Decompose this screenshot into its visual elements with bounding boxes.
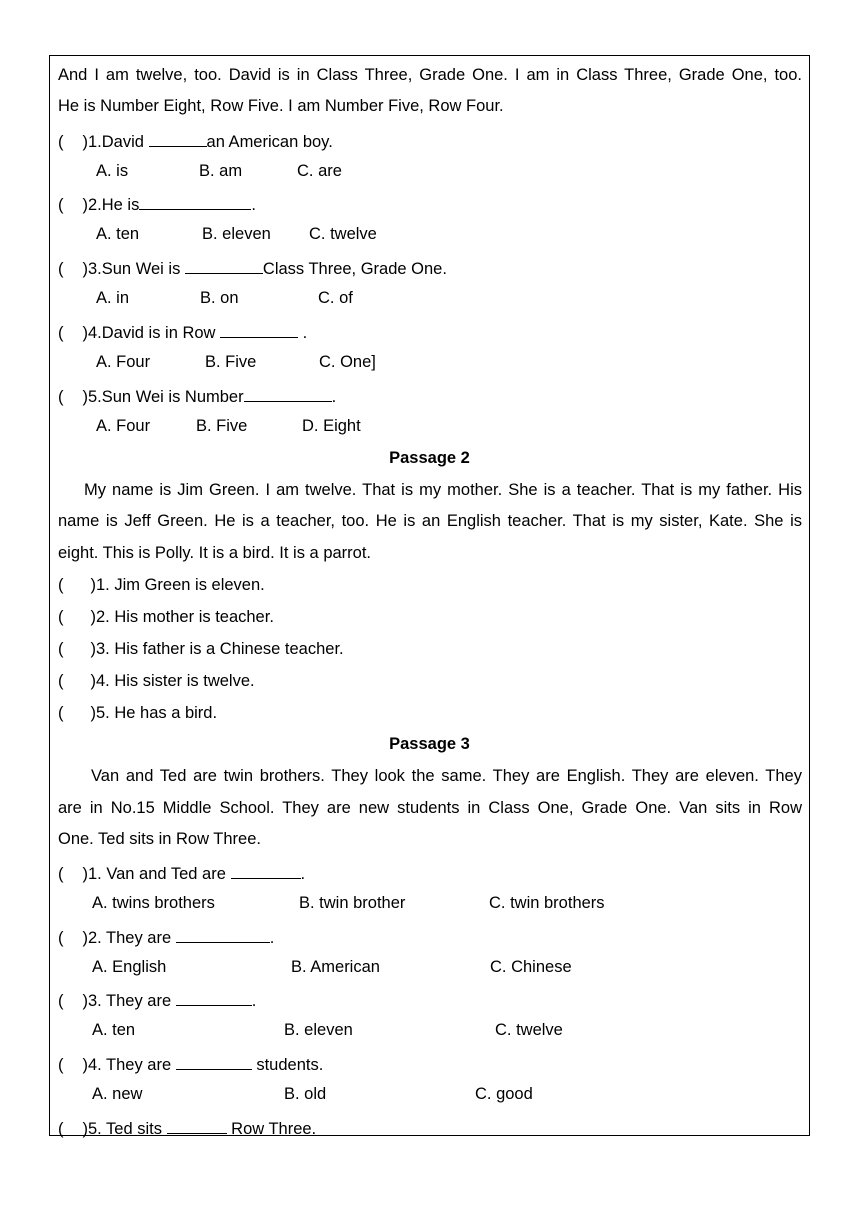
p3-question-2 [58, 925, 274, 948]
answer-paren: ( [58, 388, 64, 406]
answer-paren: ( [58, 929, 64, 947]
option: A. is [96, 162, 129, 180]
answer-blank[interactable] [185, 256, 263, 274]
option: B. am [199, 162, 243, 180]
answer-paren: ( [58, 133, 64, 151]
p3-question-5 [58, 1116, 316, 1139]
question-text: . [251, 992, 257, 1010]
passage3-text-line: are in No.15 Middle School. They are new students in Class One, Grade One. Van sits in Row [58, 799, 802, 817]
answer-blank[interactable] [231, 861, 301, 879]
passage3-title: Passage 3 [389, 735, 470, 753]
answer-paren: ( [58, 992, 64, 1010]
answer-paren: ( [58, 1056, 64, 1074]
question-text: . [269, 929, 275, 947]
passage2-title: Passage 2 [389, 449, 470, 467]
passage1-text-line: And I am twelve, too. David is in Class Three, Grade One. I am in Class Three, Grade One, too. [58, 66, 802, 84]
option: C. of [318, 289, 353, 307]
p1-question-4 [58, 320, 307, 343]
p1-question-3 [58, 256, 447, 279]
option: C. Chinese [490, 958, 572, 976]
answer-blank[interactable] [176, 925, 270, 943]
p2-statement-1 [58, 575, 265, 595]
option: C. twelve [309, 225, 377, 243]
option: C. are [297, 162, 342, 180]
option: A. new [92, 1085, 143, 1103]
option: A. ten [92, 1021, 136, 1039]
option: C. One] [319, 353, 376, 371]
option: A. in [96, 289, 130, 307]
question-text: )5. Ted sits [82, 1120, 167, 1138]
question-text: )3.Sun Wei is [82, 260, 185, 278]
option: D. Eight [302, 417, 361, 435]
p1-question-2 [58, 192, 256, 215]
question-text: )5.Sun Wei is Number [82, 388, 244, 406]
passage2-text-line: My name is Jim Green. I am twelve. That is my mother. She is a teacher. That is my father. His [84, 481, 802, 499]
statement-text: )1. Jim Green is eleven. [90, 576, 265, 594]
option: A. Four [96, 353, 151, 371]
p2-statement-5 [58, 703, 217, 723]
option: A. Four [96, 417, 151, 435]
answer-blank[interactable] [149, 129, 207, 147]
question-text: )4. They are [82, 1056, 176, 1074]
question-text: )2.He is [82, 196, 140, 214]
option: B. Five [196, 417, 248, 435]
answer-blank[interactable] [176, 1052, 252, 1070]
p1-question-5 [58, 384, 336, 407]
option: B. on [200, 289, 239, 307]
option: C. twin brothers [489, 894, 605, 912]
question-text: . [300, 865, 306, 883]
passage2-text-line: eight. This is Polly. It is a bird. It is a parrot. [58, 544, 372, 562]
question-text: )1. Van and Ted are [82, 865, 231, 883]
answer-blank[interactable] [139, 192, 251, 210]
answer-blank[interactable] [176, 988, 252, 1006]
passage1-text-line: He is Number Eight, Row Five. I am Number Five, Row Four. [58, 97, 504, 115]
option: B. old [284, 1085, 327, 1103]
answer-paren: ( [58, 704, 64, 722]
question-text: )1.David [82, 133, 149, 151]
p3-question-3 [58, 988, 256, 1011]
answer-blank[interactable] [220, 320, 298, 338]
p1-question-1 [58, 129, 333, 152]
question-text: . [298, 324, 308, 342]
answer-paren: ( [58, 608, 64, 626]
passage3-text-line: Van and Ted are twin brothers. They look the same. They are English. They are eleven. They [91, 767, 802, 785]
answer-blank[interactable] [167, 1116, 227, 1134]
answer-paren: ( [58, 640, 64, 658]
statement-text: )2. His mother is teacher. [90, 608, 274, 626]
option: B. eleven [202, 225, 271, 243]
option: B. Five [205, 353, 257, 371]
passage2-text-line: name is Jeff Green. He is a teacher, too. He is an English teacher. That is my sister, Kate. She is [58, 512, 802, 530]
passage3-text-line: One. Ted sits in Row Three. [58, 830, 261, 848]
question-text: an American boy. [206, 133, 333, 151]
answer-paren: ( [58, 576, 64, 594]
statement-text: )4. His sister is twelve. [90, 672, 255, 690]
statement-text: )3. His father is a Chinese teacher. [90, 640, 344, 658]
option: A. English [92, 958, 167, 976]
answer-paren: ( [58, 672, 64, 690]
question-text: )4.David is in Row [82, 324, 221, 342]
option: C. twelve [495, 1021, 563, 1039]
option: A. ten [96, 225, 140, 243]
p2-statement-3 [58, 639, 344, 659]
statement-text: )5. He has a bird. [90, 704, 218, 722]
option: B. American [291, 958, 380, 976]
answer-blank[interactable] [244, 384, 332, 402]
option: C. good [475, 1085, 533, 1103]
option: B. eleven [284, 1021, 353, 1039]
question-text: )2. They are [82, 929, 176, 947]
answer-paren: ( [58, 260, 64, 278]
option: B. twin brother [299, 894, 406, 912]
answer-paren: ( [58, 324, 64, 342]
p2-statement-4 [58, 671, 255, 691]
answer-paren: ( [58, 865, 64, 883]
question-text: Row Three. [226, 1120, 317, 1138]
p3-question-4 [58, 1052, 323, 1075]
question-text: . [331, 388, 337, 406]
question-text: . [251, 196, 256, 214]
answer-paren: ( [58, 1120, 64, 1138]
p3-question-1 [58, 861, 305, 884]
option: A. twins brothers [92, 894, 215, 912]
p2-statement-2 [58, 607, 274, 627]
question-text: )3. They are [82, 992, 176, 1010]
answer-paren: ( [58, 196, 64, 214]
question-text: Class Three, Grade One. [262, 260, 447, 278]
question-text: students. [251, 1056, 324, 1074]
